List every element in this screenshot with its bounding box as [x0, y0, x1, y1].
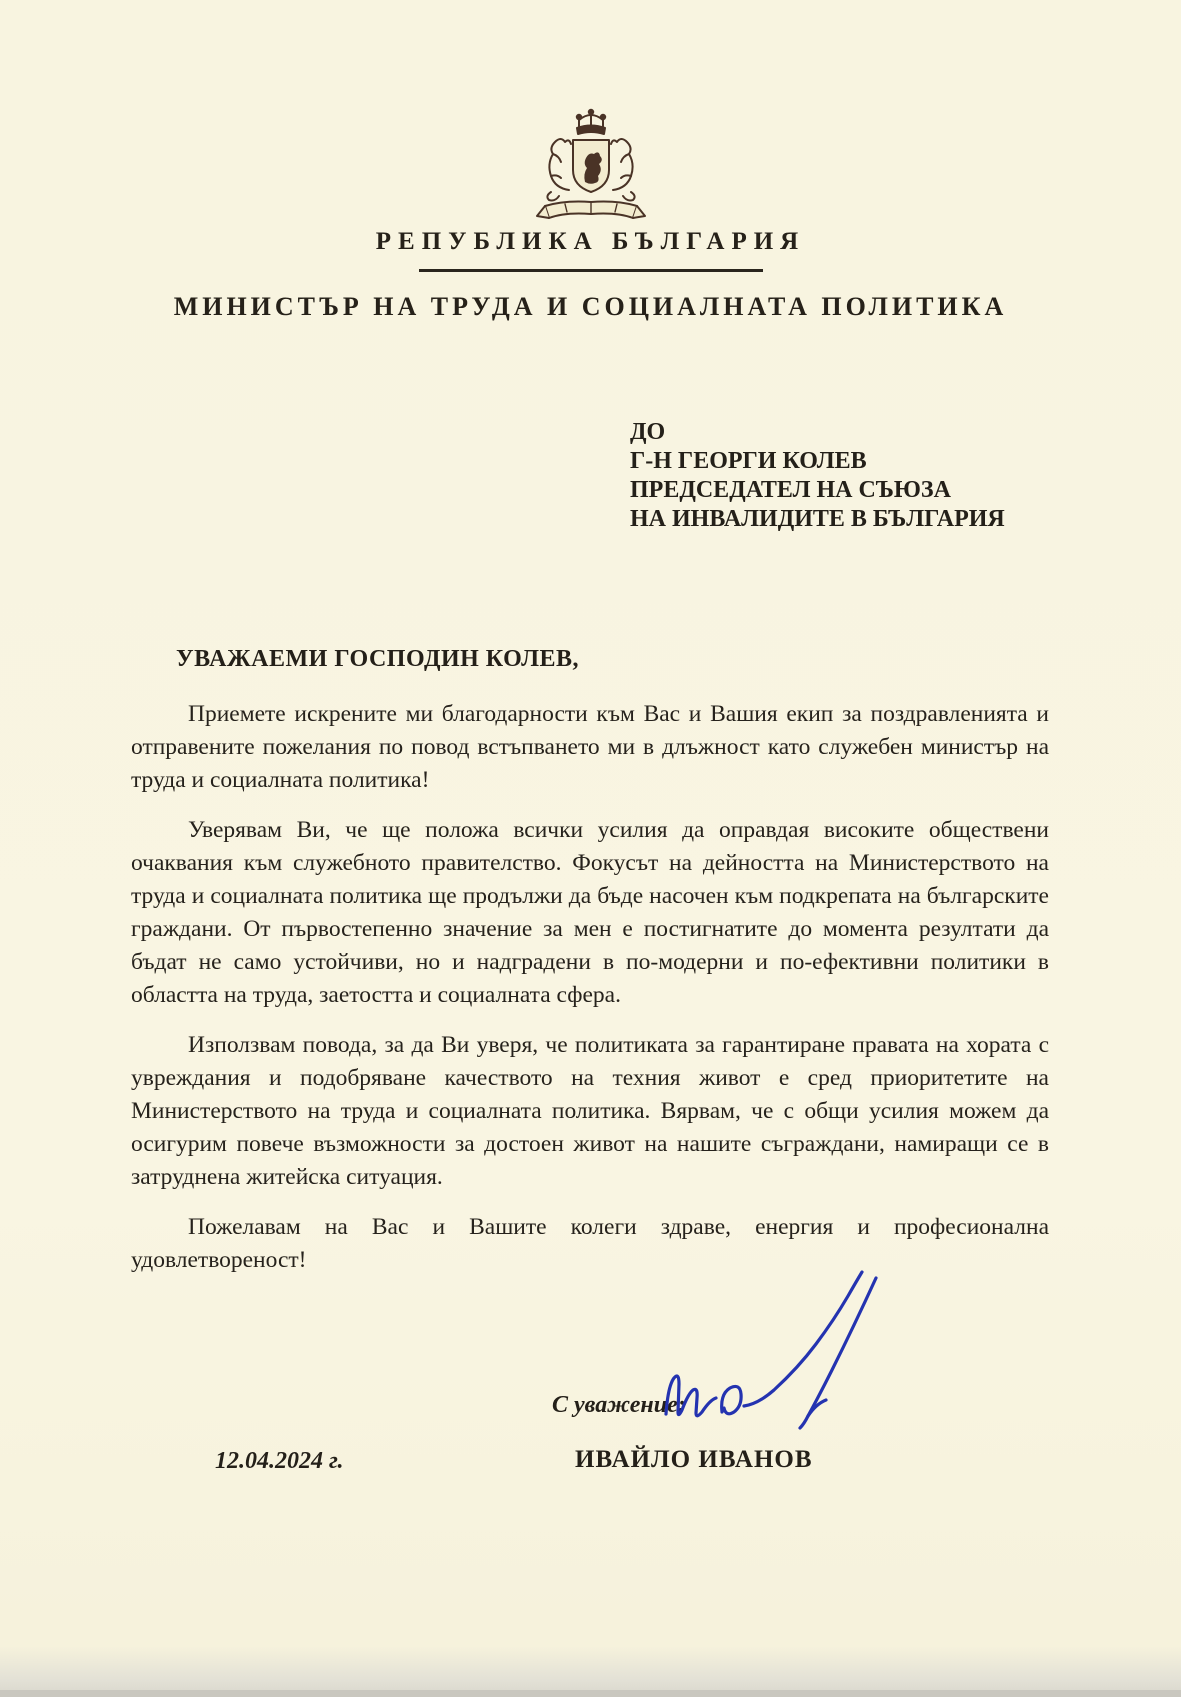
recipient-line-to: ДО [630, 419, 666, 445]
scan-bottom-edge [0, 1690, 1181, 1697]
letter-body [131, 698, 1049, 1294]
title-underline-rule [419, 269, 763, 272]
body-paragraph-2: Уверявам Ви, че ще положа всички усилия да оправдая високите обществени очаквания към служебното правителство. Фокусът на дейността на Министерството на труда и социалната политика ще продължи да бъде насочен към подкрепата на българските граждани. От първостепенно значение за мен е постигнатите до момента резултати да бъдат не само устойчиви, но и надградени в по-модерни и по-ефективни политики в областта на труда, заетостта и социалната сфера. [131, 817, 1049, 1008]
salutation: УВАЖАЕМИ ГОСПОДИН КОЛЕВ, [176, 646, 579, 672]
recipient-block [630, 418, 1005, 534]
recipient-line-title1: ПРЕДСЕДАТЕЛ НА СЪЮЗА [630, 477, 951, 503]
republic-title: РЕПУБЛИКА БЪЛГАРИЯ [375, 228, 806, 255]
body-paragraph-4: Пожелавам на Вас и Вашите колеги здраве, енергия и професионална удовлетвореност! [131, 1214, 1049, 1273]
handwritten-signature-icon [648, 1266, 883, 1451]
body-paragraph-3: Използвам повода, за да Ви уверя, че политиката за гарантиране правата на хората с увреждания и подобряване качеството на техния живот е сред приоритетите на Министерството на труда и социалната политика. Вярвам, че с общи усилия можем да осигурим повече възможности за достоен живот на нашите съграждани, намиращи се в затруднена житейска ситуация. [131, 1032, 1049, 1190]
body-paragraph-1: Приемете искрените ми благодарности към Вас и Вашия екип за поздравленията и отправените пожелания по повод встъпването ми в длъжност като служебен министър на труда и социалната политика! [131, 701, 1049, 793]
recipient-line-title2: НА ИНВАЛИДИТЕ В БЪЛГАРИЯ [630, 506, 1005, 532]
minister-title: МИНИСТЪР НА ТРУДА И СОЦИАЛНАТА ПОЛИТИКА [173, 292, 1008, 321]
closing-label: С уважение: [552, 1392, 686, 1418]
letter-date: 12.04.2024 г. [215, 1448, 344, 1474]
signer-name: ИВАЙЛО ИВАНОВ [575, 1446, 813, 1473]
bulgarian-coat-of-arms-icon [0, 104, 1181, 230]
recipient-line-name: Г-Н ГЕОРГИ КОЛЕВ [630, 448, 867, 474]
